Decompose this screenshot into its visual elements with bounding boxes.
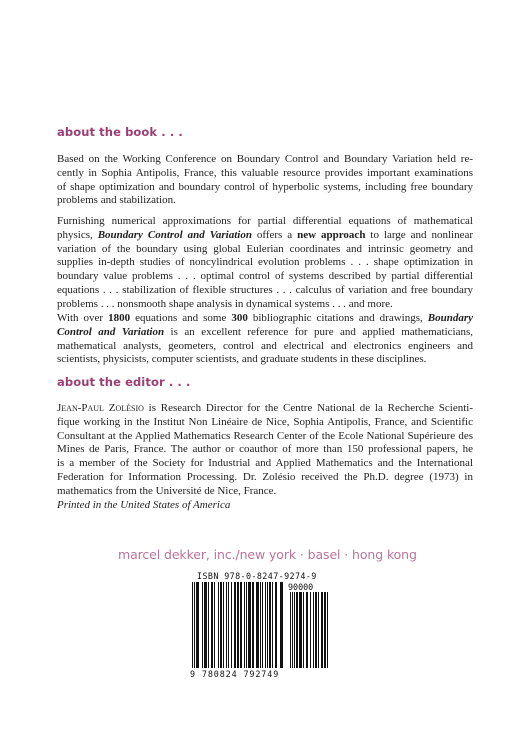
- barcode-bar: [303, 592, 304, 668]
- barcode-bar: [202, 582, 203, 668]
- text-segment: offers a: [251, 228, 298, 241]
- about-book-heading: about the book . . .: [57, 125, 183, 139]
- isbn-text: ISBN 978-0-8247-9274-9: [197, 571, 317, 581]
- price-code: 90000: [288, 582, 314, 592]
- barcode-bar: [292, 592, 293, 668]
- barcode-bar: [211, 582, 213, 668]
- text-line: Based on the Working Conference on Boundary Control and Boundary Variation held re-: [57, 153, 473, 165]
- text-line: Federation for Information Processing. Dr. Zolésio received the Ph.D. degree (1973) in: [57, 470, 473, 483]
- text-line: variation of the boundary using global Eulerian coordinates and intrinsic geometry and: [57, 242, 473, 255]
- barcode-bar: [192, 582, 193, 668]
- barcode-bar: [267, 582, 268, 668]
- about-editor-heading: about the editor . . .: [57, 375, 191, 389]
- barcode-bar: [321, 592, 323, 668]
- text-line: equations . . . stabilization of flexible structures . . . calculus of variation and free boundary: [57, 283, 473, 296]
- citation-count: 300: [231, 312, 248, 324]
- editor-first-name: Jean-Paul: [57, 402, 104, 414]
- barcode-bar: [269, 582, 271, 668]
- barcode-bar: [208, 582, 209, 668]
- barcode-bar: [280, 582, 283, 668]
- barcode-number: 9 780824 792749: [190, 669, 280, 679]
- barcode-bar: [315, 592, 317, 668]
- barcode-bar: [275, 582, 277, 668]
- text-line: Consultant at the Applied Mathematics Research Center of the Ecole National Supérieure des: [57, 429, 473, 442]
- emphasis: new approach: [297, 228, 366, 241]
- text-line: problems . . . nonsmooth shape analysis in dynamical systems . . . and more.: [57, 297, 393, 310]
- text-segment: bibliographic citations and drawings,: [247, 312, 428, 324]
- barcode-bar: [234, 582, 236, 668]
- about-book-paragraph-3: [57, 312, 473, 367]
- text-line: fique working in the Institut Non Linéaire de Nice, Sophia Antipolis, France, and Scientific: [57, 415, 473, 428]
- text-line: Mines de Paris, France. The author or coauthor of more than 150 professional papers, he: [57, 443, 473, 456]
- text-line: scientists, physicists, computer scientists, and graduate students in these disciplines.: [57, 353, 427, 366]
- text-segment: to large and nonlinear: [365, 228, 473, 241]
- book-title: Control and Variation: [57, 325, 165, 338]
- barcode-bar: [290, 592, 291, 668]
- text-line: mathematical analysts, geometers, control and electrical and electronics engineers and: [57, 339, 473, 352]
- barcode-bar: [194, 582, 195, 668]
- barcode-bar: [272, 582, 273, 668]
- barcode-bar: [240, 582, 242, 668]
- barcode-bar: [256, 582, 259, 668]
- barcode-bar: [223, 582, 224, 668]
- text-line: is a member of the Society for Industrial and Applied Mathematics and the International: [57, 457, 473, 470]
- about-book-paragraph-2: [57, 215, 473, 312]
- barcode-bar: [318, 592, 319, 668]
- text-line: Furnishing numerical approximations for partial differential equations of mathematical: [57, 215, 473, 227]
- barcode-bar: [296, 592, 298, 668]
- barcode-bar: [220, 582, 222, 668]
- text-line: of shape optimization and boundary control of hyperbolic systems, including free boundary: [57, 180, 473, 193]
- text-line: [57, 312, 473, 326]
- barcode-bar: [228, 582, 229, 668]
- barcode-bar: [327, 592, 328, 668]
- about-editor-paragraph: [57, 402, 473, 499]
- barcode-bar: [306, 592, 308, 668]
- barcode-bar: [248, 582, 251, 668]
- barcode-bar: [262, 582, 263, 668]
- barcode-bar: [299, 592, 302, 668]
- barcode-bar: [260, 582, 261, 668]
- printed-note: [57, 499, 473, 513]
- text-line: cently in Sophia Antipolis, France, this valuable resource provides important examinations: [57, 166, 473, 179]
- printed-text: Printed in the United States of America: [57, 499, 231, 511]
- book-title: Boundary Control and Variation: [97, 228, 252, 241]
- text-line: [57, 402, 473, 416]
- about-book-paragraph-1: [57, 153, 473, 208]
- text-segment: With over: [57, 312, 109, 324]
- barcode-bar: [294, 592, 295, 668]
- text-line: problems and stabilization.: [57, 194, 176, 207]
- barcode-bar: [218, 582, 219, 668]
- text-segment: is an excellent reference for pure and applied mathematicians,: [164, 325, 474, 338]
- text-line: [57, 326, 473, 340]
- text-segment: equations and some: [130, 312, 232, 324]
- text-line: [57, 229, 473, 243]
- text-segment: physics,: [57, 228, 98, 241]
- text-line: boundary value problems . . . optimal control of systems described by partial differential: [57, 270, 473, 283]
- ean-barcode: [192, 582, 286, 668]
- barcode-bar: [196, 582, 199, 668]
- barcode-bar: [237, 582, 239, 668]
- barcode-bar: [310, 592, 311, 668]
- editor-surname: Zolésio: [108, 402, 144, 414]
- barcode-bar: [252, 582, 254, 668]
- price-addon-barcode: [290, 592, 330, 668]
- equation-count: 1800: [108, 312, 131, 324]
- barcode-bar: [204, 582, 207, 668]
- barcode-bar: [246, 582, 247, 668]
- barcode-bar: [226, 582, 227, 668]
- barcode-bar: [214, 582, 215, 668]
- text-line: supplies in-depth studies of noncylindrical evolution problems . . . shape optimization in: [57, 256, 473, 269]
- barcode-bar: [313, 592, 314, 668]
- barcode-bar: [265, 582, 266, 668]
- book-title: Boundary: [427, 312, 473, 324]
- publisher-line: marcel dekker, inc./new york · basel · hong kong: [118, 547, 417, 562]
- editor-name: [57, 402, 144, 414]
- text-segment: is Research Director for the Centre National de la Recherche Scienti-: [143, 402, 474, 414]
- text-line: mathematics from the Université de Nice, France.: [57, 484, 277, 497]
- barcode-bar: [324, 592, 326, 668]
- barcode-bar: [231, 582, 232, 668]
- barcode-bar: [244, 582, 245, 668]
